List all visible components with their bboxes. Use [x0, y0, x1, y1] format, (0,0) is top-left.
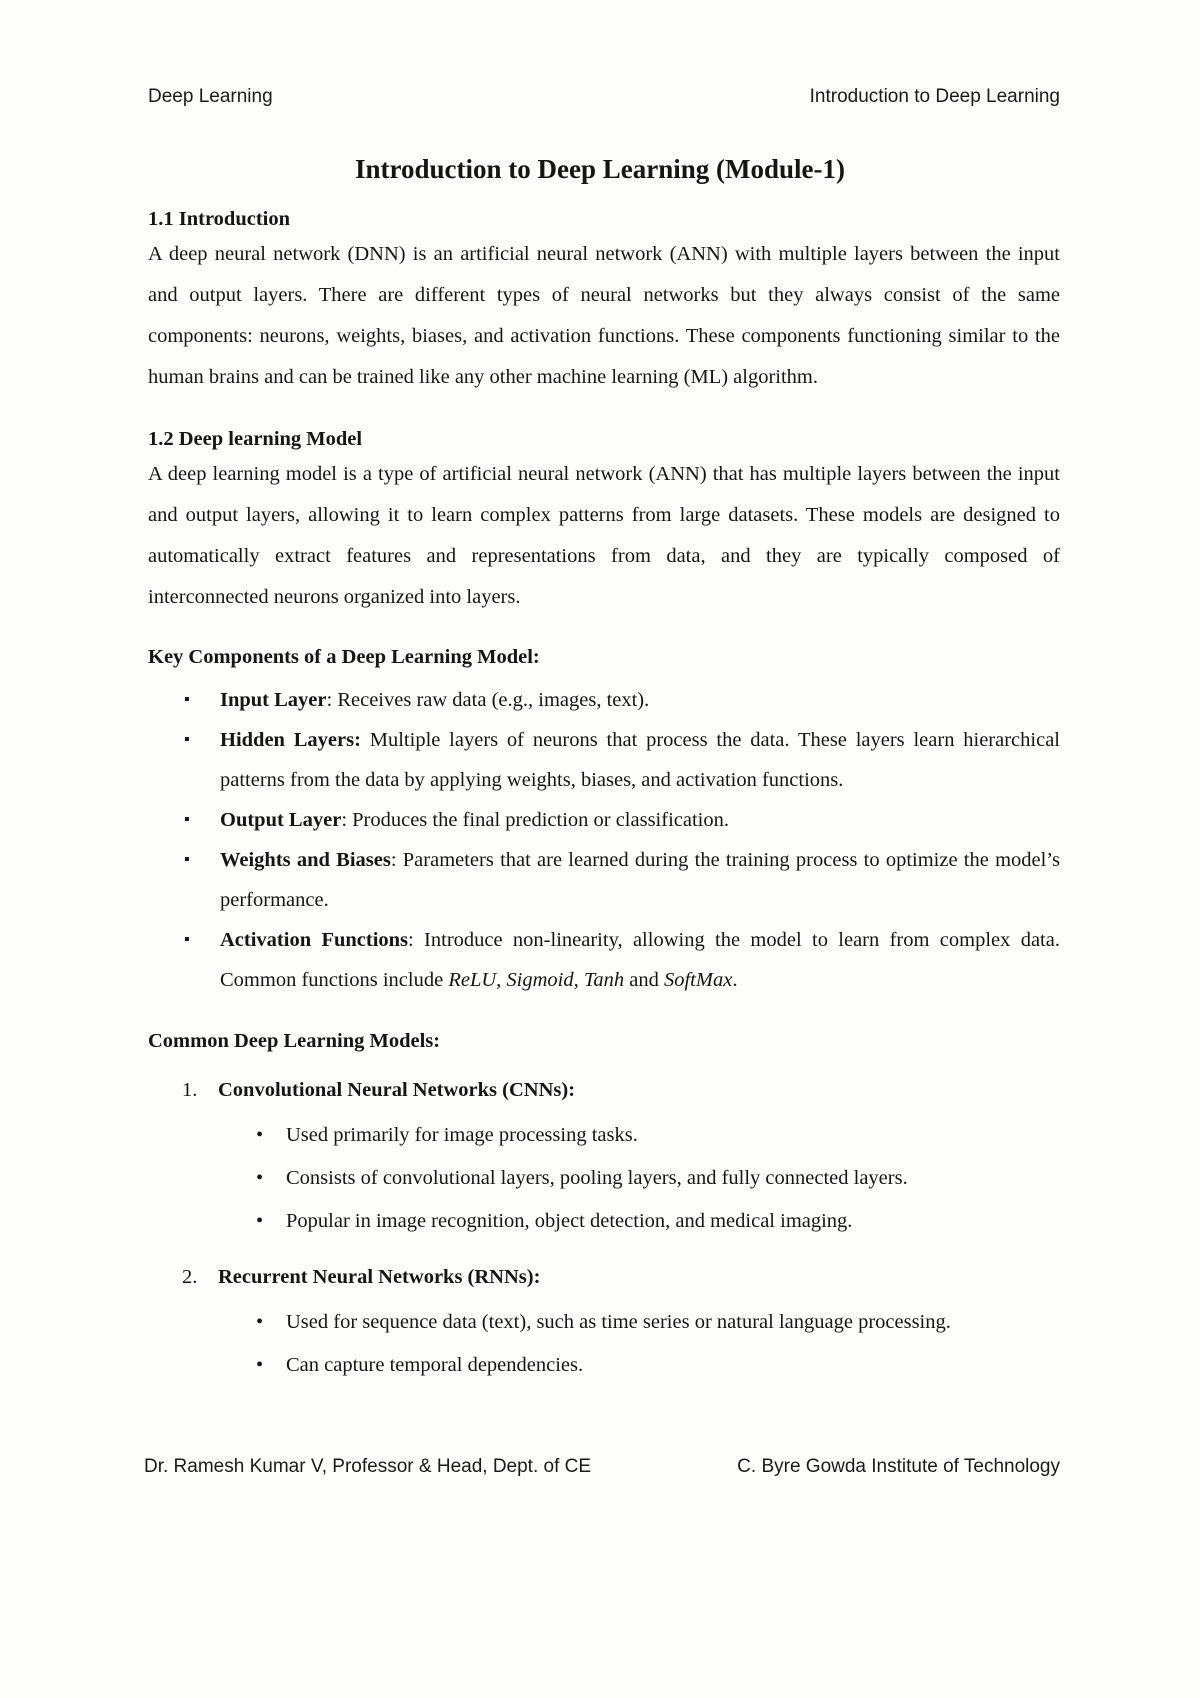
list-item [220, 920, 1060, 1000]
page-content [148, 204, 1060, 1387]
list-item [220, 720, 1060, 800]
conjunction: and [624, 969, 664, 991]
term-label: Activation Functions [220, 929, 409, 951]
list-item: • Popular in image recognition, object detection, and medical imaging. [286, 1200, 1060, 1243]
model-title-rnn [182, 1259, 1060, 1295]
sentence-end: . [732, 969, 738, 991]
term-label: Input Layer [220, 689, 327, 711]
key-components-list [148, 680, 1060, 1000]
term-description: : Introduce non-linearity, allowing the model to learn from complex data. Common functions include [220, 929, 1060, 991]
key-components-heading: Key Components of a Deep Learning Model: [148, 646, 540, 668]
term-label: Hidden Layers: [220, 729, 361, 751]
model-name: Recurrent Neural Networks (RNNs): [218, 1266, 541, 1288]
list-item: • Can capture temporal dependencies. [286, 1344, 1060, 1387]
list-item [220, 840, 1060, 920]
footer-institution: C. Byre Gowda Institute of Technology [737, 1456, 1060, 1477]
section-body-deep-learning-model: A deep learning model is a type of artificial neural network (ANN) that has multiple layers between the input and output layers, allowing it to learn complex patterns from large datasets. These models are designed to automatically extract features and representations from data, and they are typically composed of interconnected neurons organized into layers. [148, 463, 1060, 608]
list-item [220, 680, 1060, 720]
list-item: • Used primarily for image processing tasks. [286, 1114, 1060, 1157]
section-body-introduction: A deep neural network (DNN) is an artificial neural network (ANN) with multiple layers between the input and output layers. There are different types of neural networks but they always consist of the same components: neurons, weights, biases, and activation functions. These components functioning similar to the human brains and can be trained like any other machine learning (ML) algorithm. [148, 243, 1060, 388]
list-number: 1. [182, 1079, 198, 1101]
section-heading-introduction: 1.1 Introduction [148, 208, 291, 230]
page-title: Introduction to Deep Learning (Module-1) [355, 154, 845, 184]
term-description: : Produces the final prediction or classification. [341, 809, 729, 831]
section-heading-deep-learning-model: 1.2 Deep learning Model [148, 428, 363, 450]
function-names: ReLU, Sigmoid, Tanh [448, 969, 625, 991]
model-title-cnn [182, 1072, 1060, 1108]
model-name: Convolutional Neural Networks (CNNs): [218, 1079, 576, 1101]
term-label: Weights and Biases [220, 849, 391, 871]
function-name-softmax: SoftMax [663, 969, 733, 991]
list-number: 2. [182, 1266, 198, 1288]
list-item: • Used for sequence data (text), such as time series or natural language processing. [286, 1301, 1060, 1344]
term-description: Multiple layers of neurons that process the data. These layers learn hierarchical patterns from the data by applying weights, biases, and activation functions. [220, 729, 1060, 791]
term-label: Output Layer [220, 809, 342, 831]
term-description: : Receives raw data (e.g., images, text). [326, 689, 650, 711]
rnn-points [148, 1301, 1060, 1387]
cnn-points [148, 1114, 1060, 1243]
running-header-left: Deep Learning [148, 86, 273, 107]
running-header-right: Introduction to Deep Learning [809, 86, 1060, 107]
list-item [220, 800, 1060, 840]
footer-author: Dr. Ramesh Kumar V, Professor & Head, Dept. of CE [144, 1456, 592, 1477]
list-item: • Consists of convolutional layers, pooling layers, and fully connected layers. [286, 1157, 1060, 1200]
term-description: : Parameters that are learned during the training process to optimize the model’s performance. [220, 849, 1060, 911]
common-models-heading: Common Deep Learning Models: [148, 1030, 441, 1052]
